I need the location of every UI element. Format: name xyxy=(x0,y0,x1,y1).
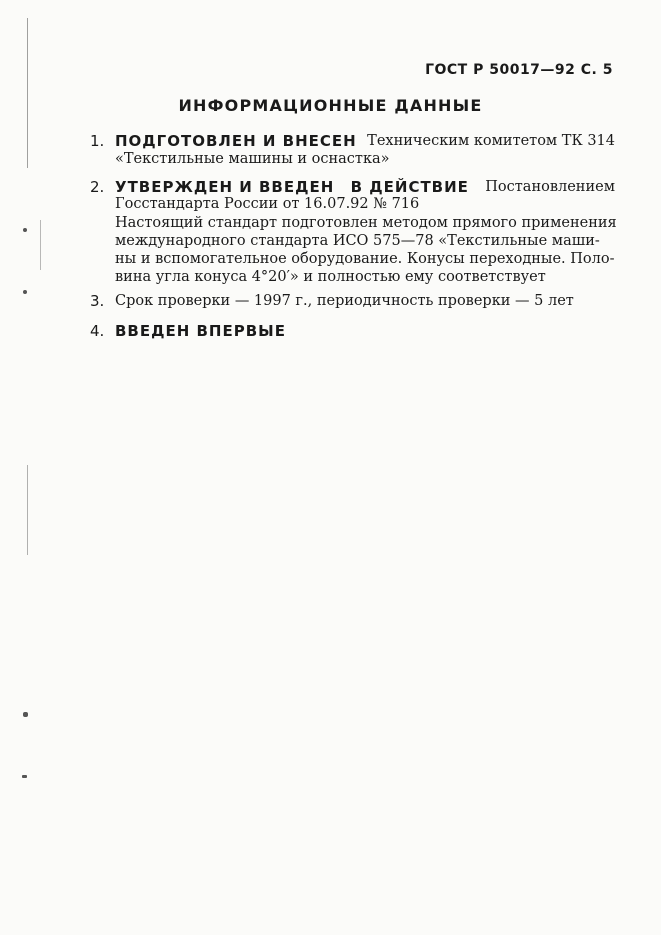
item-text: Техническим комитетом ТК 314 xyxy=(367,133,615,149)
document-code: ГОСТ Р 50017—92 С. 5 xyxy=(425,62,613,78)
margin-dot xyxy=(23,228,27,232)
item-line xyxy=(115,178,615,196)
item-line xyxy=(115,322,615,341)
item-number: 4. xyxy=(90,322,105,340)
margin-dot xyxy=(23,290,27,294)
item-line xyxy=(115,132,615,150)
item-text: Постановлением xyxy=(485,179,615,195)
item-paragraph-line: ны и вспомогательное оборудование. Конусы переходные. Поло- xyxy=(115,251,615,267)
item-paragraph-line: международного стандарта ИСО 575—78 «Текстильные маши- xyxy=(115,233,600,249)
paragraph-text: Настоящий стандарт подготовлен методом прямого применения xyxy=(115,215,617,231)
item-text: «Текстильные машины и оснастка» xyxy=(115,151,390,167)
margin-line xyxy=(40,220,41,270)
margin-line xyxy=(27,18,28,168)
item-number: 2. xyxy=(90,178,105,196)
page-title: ИНФОРМАЦИОННЫЕ ДАННЫЕ xyxy=(178,96,483,115)
item-number: 3. xyxy=(90,292,105,310)
item-paragraph-line xyxy=(115,214,615,232)
item-text: Срок проверки — 1997 г., периодичность проверки — 5 лет xyxy=(115,293,574,309)
item-heading: УТВЕРЖДЕН И ВВЕДЕН xyxy=(115,178,335,196)
item-heading: ПОДГОТОВЛЕН И ВНЕСЕН xyxy=(115,132,357,150)
item-text: Госстандарта России от 16.07.92 № 716 xyxy=(115,196,420,212)
margin-dot xyxy=(22,775,27,778)
item-number: 1. xyxy=(90,132,105,150)
item-paragraph-line: вина угла конуса 4°20′» и полностью ему соответствует xyxy=(115,269,546,285)
item-heading: ВВЕДЕН ВПЕРВЫЕ xyxy=(115,322,286,340)
margin-dot xyxy=(23,712,28,717)
item-heading: В ДЕЙСТВИЕ xyxy=(350,178,469,196)
margin-line xyxy=(27,465,28,555)
